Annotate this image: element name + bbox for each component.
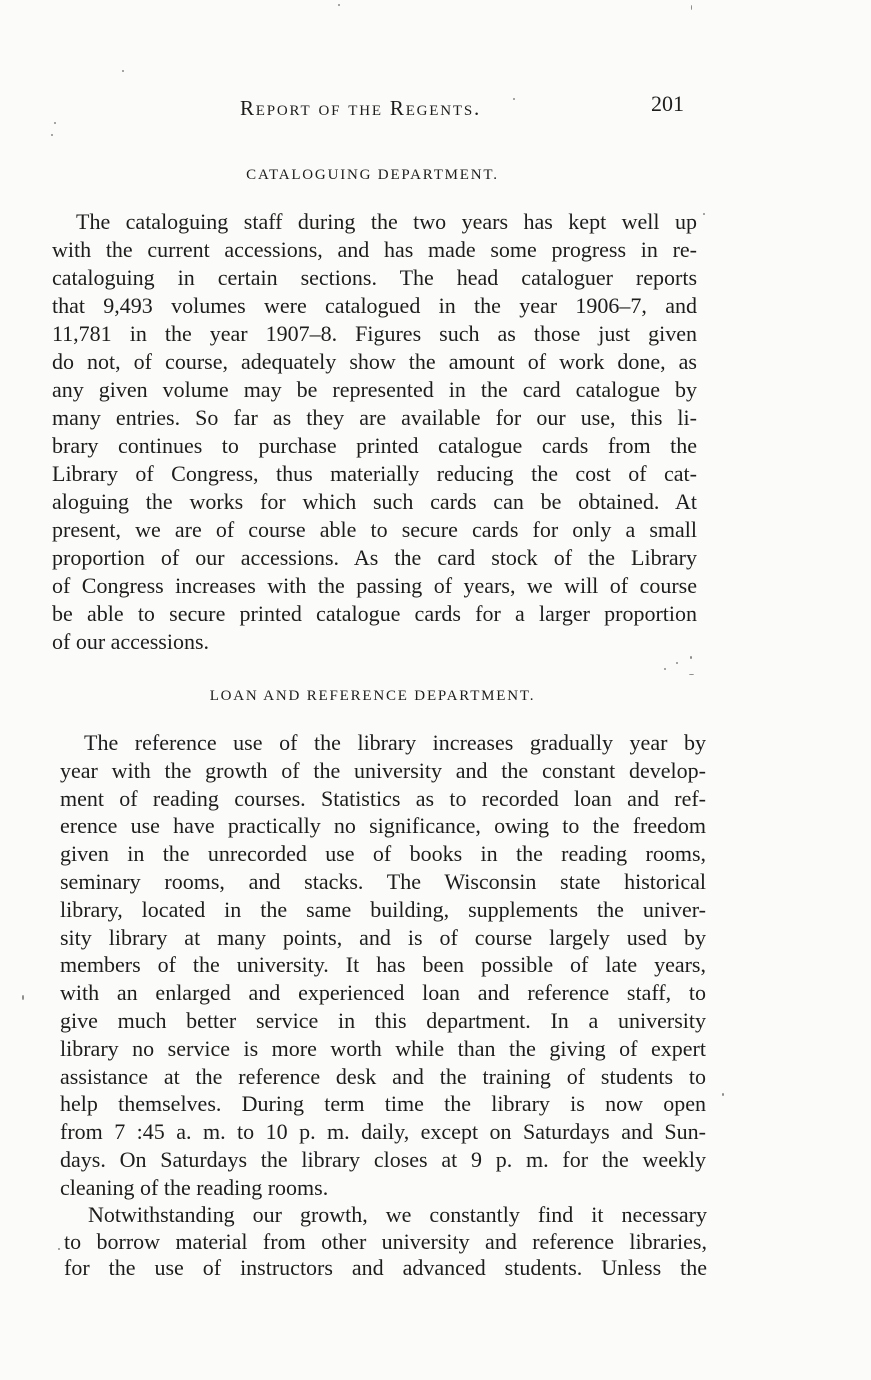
section-heading: LOAN AND REFERENCE DEPARTMENT. (209, 688, 536, 704)
paragraph-line: assistance at the reference desk and the training of students to (60, 1063, 706, 1089)
paragraph-line: do not, of course, adequately show the amount of work done, as (52, 349, 697, 374)
scan-speck (51, 134, 53, 136)
paragraph-line: for the use of instructors and advanced students. Unless the (64, 1255, 707, 1280)
paragraph-line: that 9,493 volumes were catalogued in the year 1906–7, and (52, 293, 697, 318)
scan-speck (22, 995, 24, 1000)
paragraph-line: with the current accessions, and has made some progress in re- (52, 237, 697, 262)
paragraph-line: of Congress increases with the passing of years, we will of course (52, 573, 697, 598)
paragraph-line: any given volume may be represented in the card catalogue by (52, 377, 697, 402)
page-number: 201 (651, 91, 684, 116)
paragraph-line: Notwithstanding our growth, we constantly find it necessary (88, 1202, 707, 1227)
paragraph-line: aloguing the works for which such cards can be obtained. At (52, 489, 697, 514)
paragraph-line: days. On Saturdays the library closes at 9 p. m. for the weekly (60, 1146, 706, 1172)
paragraph-line: The reference use of the library increases gradually year by (84, 730, 706, 755)
paragraph-line: give much better service in this department. In a university (60, 1007, 706, 1033)
paragraph-line: Library of Congress, thus materially reducing the cost of cat- (52, 461, 697, 486)
paragraph-line: be able to secure printed catalogue cards for a larger proportion (52, 601, 697, 626)
scan-speck (513, 98, 515, 100)
scan-speck (676, 662, 678, 664)
paragraph-line: given in the unrecorded use of books in the reading rooms, (60, 841, 706, 867)
paragraph-line: with an enlarged and experienced loan and reference staff, to (60, 980, 706, 1006)
paragraph-line: of our accessions. (52, 629, 210, 654)
scan-speck (691, 5, 692, 10)
paragraph (64, 1202, 707, 1282)
paragraph-line: present, we are of course able to secure cards for only a small (52, 517, 697, 542)
paragraph-line: erence use have practically no significance, owing to the freedom (60, 813, 706, 839)
paragraph-line: The cataloguing staff during the two years has kept well up (76, 209, 697, 234)
scan-speck (58, 1248, 60, 1250)
scan-speck (54, 122, 56, 124)
scan-speck (338, 4, 340, 6)
scan-speck (722, 1093, 724, 1096)
paragraph-line: sity library at many points, and is of course largely used by (60, 924, 706, 950)
scan-speck (703, 213, 705, 215)
paragraph-line: seminary rooms, and stacks. The Wisconsin state historical (60, 868, 706, 894)
paragraph-line: to borrow material from other university and reference libraries, (64, 1228, 707, 1254)
running-title: Report of the Regents. (240, 96, 482, 120)
paragraph-line: help themselves. During term time the library is now open (60, 1091, 706, 1117)
paragraph-line: year with the growth of the university and the constant develop- (60, 757, 706, 783)
paragraph-line: 11,781 in the year 1907–8. Figures such as those just given (52, 321, 697, 346)
paragraph (60, 729, 706, 1202)
paragraph-line: cleaning of the reading rooms. (60, 1174, 329, 1200)
paragraph-line: ment of reading courses. Statistics as to recorded loan and ref- (60, 785, 706, 811)
paragraph-line: cataloguing in certain sections. The head cataloguer reports (52, 265, 697, 290)
paragraph-line: brary continues to purchase printed catalogue cards from the (52, 433, 697, 458)
section-heading: CATALOGUING DEPARTMENT. (246, 167, 499, 183)
paragraph-line: proportion of our accessions. As the card stock of the Library (52, 545, 697, 570)
paragraph-line: library no service is more worth while than the giving of expert (60, 1035, 706, 1061)
paragraph-line: members of the university. It has been possible of late years, (60, 952, 706, 978)
scan-speck (664, 668, 666, 670)
scan-speck (690, 656, 692, 659)
scan-speck (689, 674, 694, 675)
paragraph-line: many entries. So far as they are available for our use, this li- (52, 405, 697, 430)
paragraph (52, 208, 697, 656)
paragraph-line: from 7 :45 a. m. to 10 p. m. daily, except on Saturdays and Sun- (60, 1119, 706, 1145)
paragraph-line: library, located in the same building, supplements the univer- (60, 896, 706, 922)
scan-speck (122, 70, 124, 72)
